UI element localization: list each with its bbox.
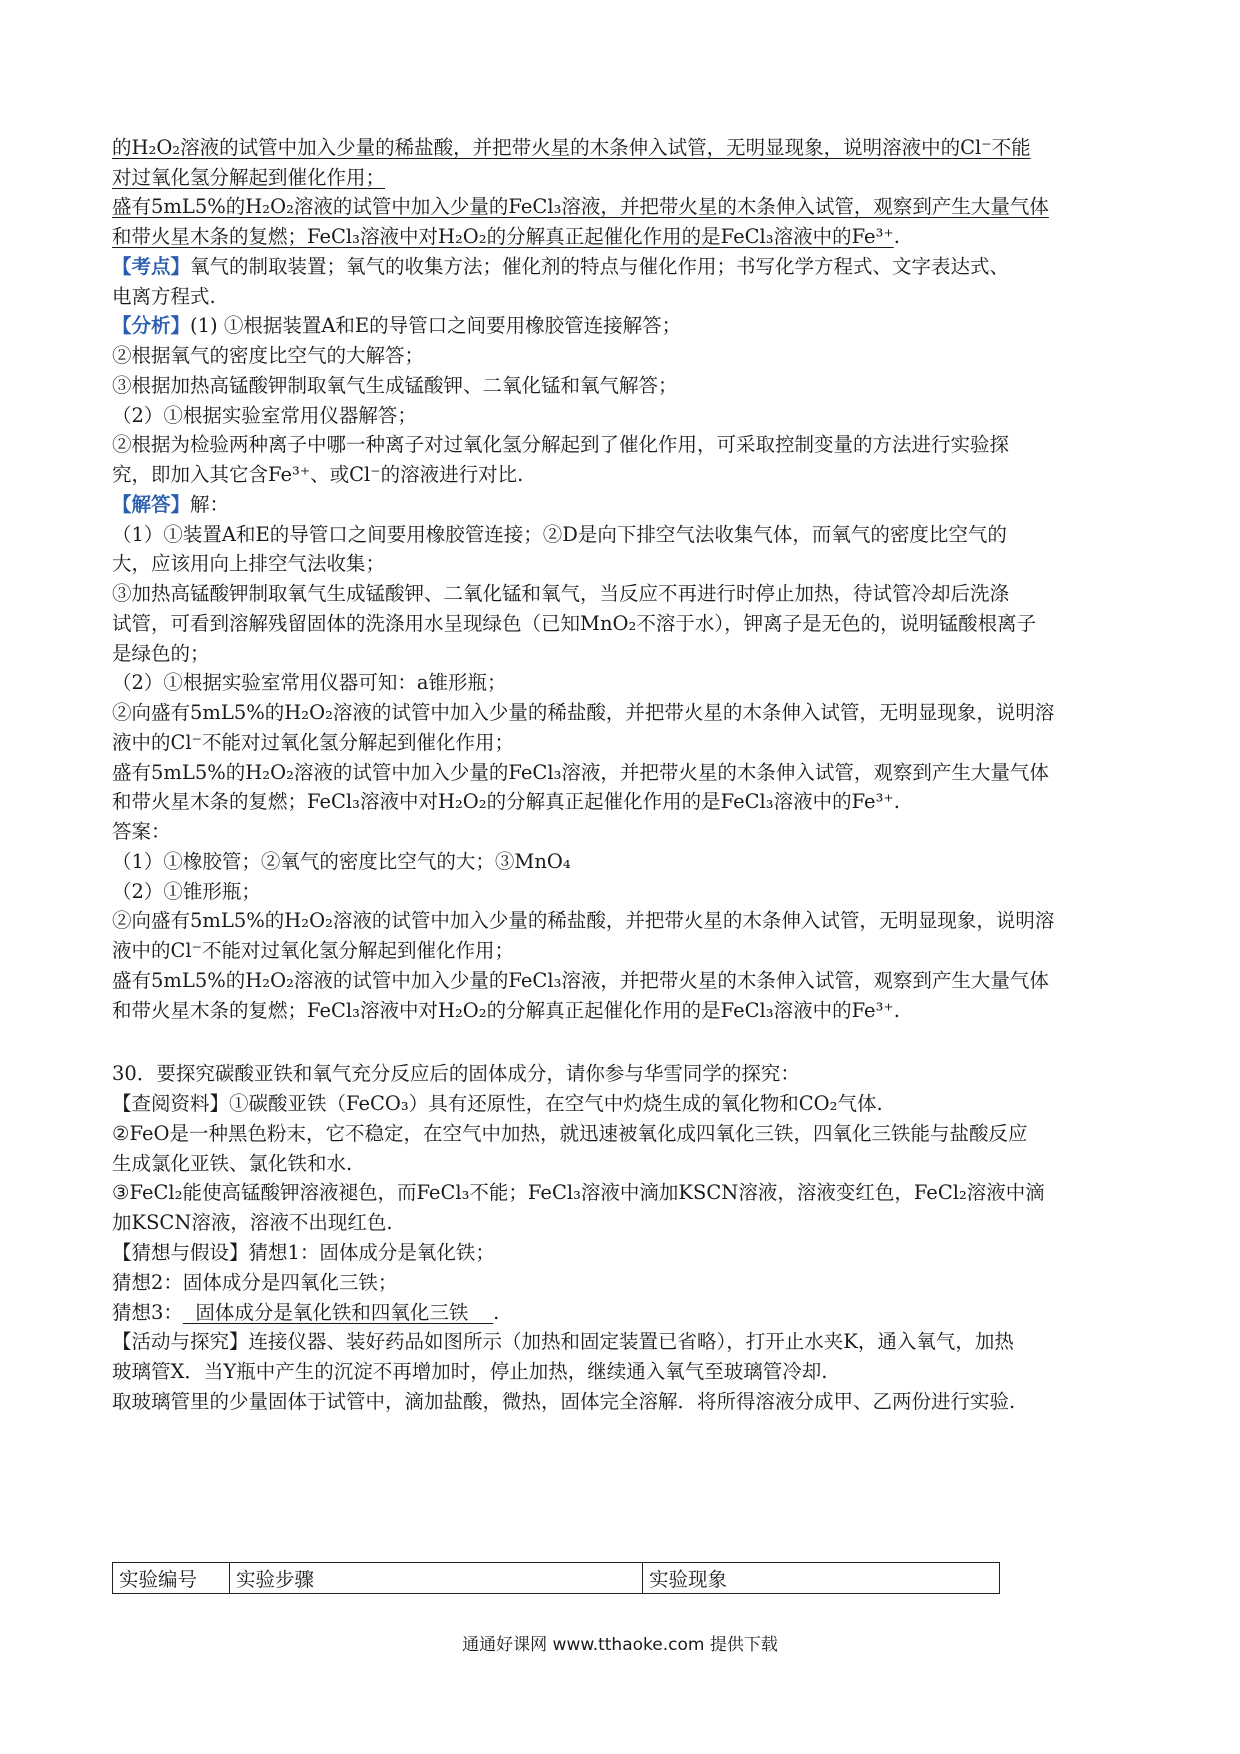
guess-3-line: 猜想3： 固体成分是氧化铁和四氧化三铁 . — [112, 1301, 500, 1324]
page-footer: 通通好课网 www.tthaoke.com 提供下载 — [462, 1635, 778, 1655]
question-30-stem: 30．要探究碳酸亚铁和氧气充分反应后的固体成分，请你参与华雪同学的探究： — [112, 1062, 800, 1085]
text-line: ③加热高锰酸钾制取氧气生成锰酸钾、二氧化锰和氧气，当反应不再进行时停止加热，待试管冷却后洗涤 — [112, 582, 1010, 605]
label-fenxi: 【分析】 — [112, 314, 191, 337]
text-line: 答案： — [112, 820, 171, 843]
text-line: 液中的Cl⁻不能对过氧化氢分解起到催化作用； — [112, 731, 514, 754]
text-line: 【查阅资料】①碳酸亚铁（FeCO₃）具有还原性，在空气中灼烧生成的氧化物和CO₂气体. — [112, 1092, 883, 1115]
text-line: ②向盛有5mL5%的H₂O₂溶液的试管中加入少量的稀盐酸，并把带火星的木条伸入试管，无明显现象，说明溶 — [112, 909, 1055, 932]
text-line: 和带火星木条的复燃；FeCl₃溶液中对H₂O₂的分解真正起催化作用的是FeCl₃溶液中的Fe³⁺. — [112, 790, 900, 813]
text-line: 是绿色的； — [112, 642, 210, 665]
text-line: 和带火星木条的复燃；FeCl₃溶液中对H₂O₂的分解真正起催化作用的是FeCl₃溶液中的Fe³⁺. — [112, 225, 900, 248]
text-line: ③FeCl₂能使高锰酸钾溶液褪色，而FeCl₃不能；FeCl₃溶液中滴加KSCN溶液，溶液变红色，FeCl₂溶液中滴 — [112, 1181, 1045, 1204]
table-header-row — [113, 1563, 1000, 1594]
text-line: 【猜想与假设】猜想1：固体成分是氧化铁； — [112, 1241, 495, 1264]
section-fenxi: 【分析】(1) ①根据装置A和E的导管口之间要用橡胶管连接解答； — [112, 314, 682, 337]
text-line: ②根据为检验两种离子中哪一种离子对过氧化氢分解起到了催化作用，可采取控制变量的方法进行实验探 — [112, 433, 1010, 456]
table-header-cell: 实验现象 — [643, 1563, 1000, 1594]
text-line: （2）①锥形瓶； — [112, 880, 261, 903]
text-line: （1）①橡胶管；②氧气的密度比空气的大；③MnO₄ — [112, 850, 571, 873]
experiment-table — [112, 1562, 1000, 1594]
text-line: 盛有5mL5%的H₂O₂溶液的试管中加入少量的FeCl₃溶液，并把带火星的木条伸入试管，观察到产生大量气体 — [112, 761, 1049, 784]
text-line: 加KSCN溶液，溶液不出现红色. — [112, 1211, 393, 1234]
text-line: （2）①根据实验室常用仪器可知：a锥形瓶； — [112, 671, 507, 694]
text-line: 取玻璃管里的少量固体于试管中，滴加盐酸，微热，固体完全溶解．将所得溶液分成甲、乙两份进行实验. — [112, 1390, 1016, 1413]
text-line: 大，应该用向上排空气法收集； — [112, 552, 386, 575]
text-line: 试管，可看到溶解残留固体的洗涤用水呈现绿色（已知MnO₂不溶于水），钾离子是无色的，说明锰酸根离子 — [112, 612, 1037, 635]
table-header-cell: 实验编号 — [113, 1563, 230, 1594]
text-line: 【活动与探究】连接仪器、装好药品如图所示（加热和固定装置已省略），打开止水夹K，通入氧气，加热 — [112, 1330, 1014, 1353]
section-kaodian: 【考点】氧气的制取装置；氧气的收集方法；催化剂的特点与催化作用；书写化学方程式、文字表达式、 — [112, 255, 1010, 278]
text-line: 液中的Cl⁻不能对过氧化氢分解起到催化作用； — [112, 939, 514, 962]
text-line: 的H₂O₂溶液的试管中加入少量的稀盐酸，并把带火星的木条伸入试管，无明显现象，说明溶液中的Cl⁻不能 — [112, 136, 1031, 159]
label-jieda: 【解答】 — [112, 493, 191, 516]
text-line: 和带火星木条的复燃；FeCl₃溶液中对H₂O₂的分解真正起催化作用的是FeCl₃溶液中的Fe³⁺. — [112, 999, 900, 1022]
table-header-cell: 实验步骤 — [230, 1563, 643, 1594]
text-line: 盛有5mL5%的H₂O₂溶液的试管中加入少量的FeCl₃溶液，并把带火星的木条伸入试管，观察到产生大量气体 — [112, 969, 1049, 992]
text-line: ②根据氧气的密度比空气的大解答； — [112, 344, 425, 367]
text-line: ③根据加热高锰酸钾制取氧气生成锰酸钾、二氧化锰和氧气解答； — [112, 374, 678, 397]
label-kaodian: 【考点】 — [112, 255, 191, 278]
guess-3-answer: 固体成分是氧化铁和四氧化三铁 — [182, 1301, 494, 1324]
text-line: ②向盛有5mL5%的H₂O₂溶液的试管中加入少量的稀盐酸，并把带火星的木条伸入试管，无明显现象，说明溶 — [112, 701, 1055, 724]
text-line: 猜想2：固体成分是四氧化三铁； — [112, 1271, 398, 1294]
text-line: 盛有5mL5%的H₂O₂溶液的试管中加入少量的FeCl₃溶液，并把带火星的木条伸入试管，观察到产生大量气体 — [112, 195, 1049, 218]
text-line: 对过氧化氢分解起到催化作用； — [112, 166, 386, 189]
section-jieda: 【解答】解： — [112, 493, 230, 516]
text-line: 玻璃管X．当Y瓶中产生的沉淀不再增加时，停止加热，继续通入氧气至玻璃管冷却. — [112, 1360, 828, 1383]
text-line: 电离方程式. — [112, 285, 216, 308]
text-line: ②FeO是一种黑色粉末，它不稳定，在空气中加热，就迅速被氧化成四氧化三铁，四氧化三铁能与盐酸反应 — [112, 1122, 1028, 1145]
text-line: 究，即加入其它含Fe³⁺、或Cl⁻的溶液进行对比. — [112, 463, 524, 486]
text-line: 生成氯化亚铁、氯化铁和水. — [112, 1152, 353, 1175]
text-line: （2）①根据实验室常用仪器解答； — [112, 404, 417, 427]
text-line: （1）①装置A和E的导管口之间要用橡胶管连接；②D是向下排空气法收集气体，而氧气的密度比空气的 — [112, 523, 1007, 546]
